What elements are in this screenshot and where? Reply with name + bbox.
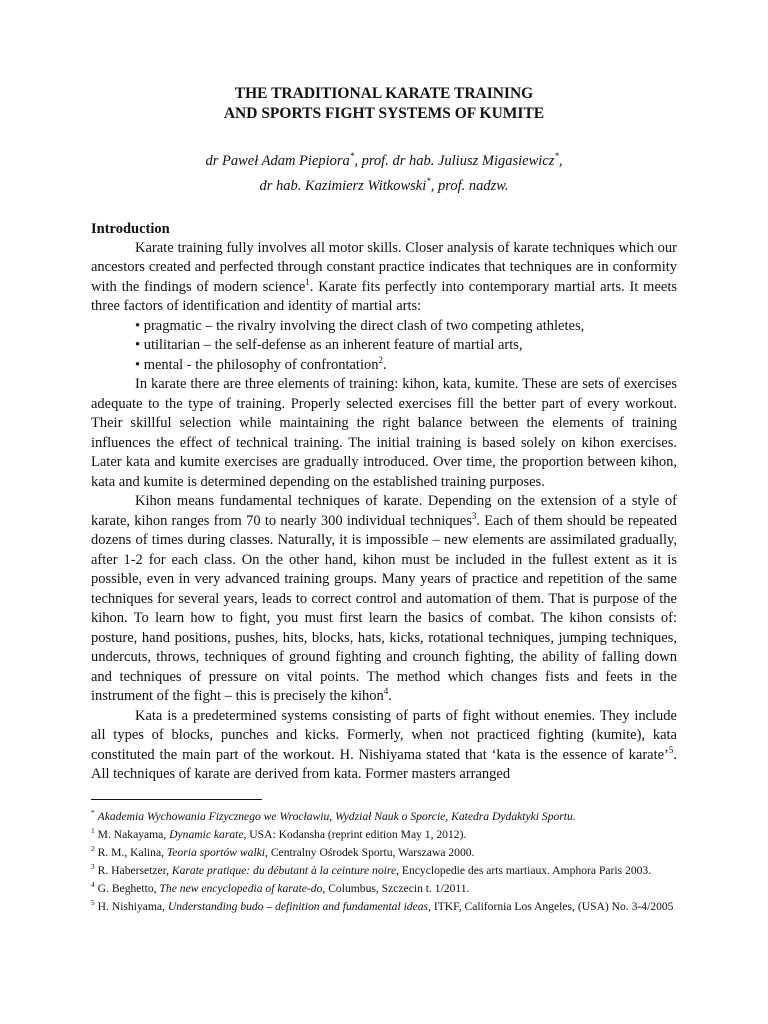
author-1: dr Paweł Adam Piepiora <box>205 152 350 169</box>
document-page <box>91 84 677 914</box>
footnote-3: $^3$ R. Habersetzer, Karate pratique: du débutant à la ceinture noire, Encyclopedie des arts martiaux. Amphora Paris 2003. <box>91 861 652 877</box>
title-line-1: THE TRADITIONAL KARATE TRAINING <box>234 85 534 102</box>
list-item: • utilitarian – the self-defense as an inherent feature of martial arts, <box>135 337 523 354</box>
footnote-ref: 1 <box>305 276 310 287</box>
list-item: • mental - the philosophy of confrontation$^2$. <box>135 354 387 373</box>
title-line-2: AND SPORTS FIGHT SYSTEMS OF KUMITE <box>223 105 545 122</box>
footnote-ref: 5 <box>668 744 674 755</box>
footnote-5: $^5$ H. Nishiyama, Understanding budo – definition and fundamental ideas, ITKF, California Los Angeles, (USA) No. 3-4/2005 <box>91 897 674 913</box>
author-list <box>91 146 677 196</box>
paper-title <box>91 84 677 124</box>
paragraph-1: Karate training fully involves all motor skills. Closer analysis of karate techniques which our ancestors created and perfected through constant practice indicates that techniques are in conformity with the findings of modern science$^1$. Karate fits perfectly into contemporary martial arts. It meets three factors of identification and identity of martial arts: <box>91 239 677 315</box>
paragraph-3: Kihon means fundamental techniques of karate. Depending on the extension of a style of karate, kihon ranges from 70 to nearly 300 individual techniques$^3$. Each of them should be repeated dozens of times during classes. Naturally, it is impossible – new elements are assimilated gradually, after 1-2 for each class. On the other hand, kihon must be included in the fullest extent as it is possible, even in very advanced training groups. Many years of practice and repetition of the same techniques for several years, leads to correct control and automation of them. That is purpose of the kihon. To learn how to fight, you must first learn the basics of combat. The kihon consists of: posture, hand positions, pushes, hits, blocks, hats, kicks, rotational techniques, jumping techniques, undercuts, throws, techniques of ground fighting and crounch fighting, the ability of falling down and techniques of pressure on vital points. The method which changes fists and feets in the instrument of the fight – this is precisely the kihon$^4$. <box>91 493 677 705</box>
list-item: • pragmatic – the rivalry involving the direct clash of two competing athletes, <box>135 317 585 334</box>
footnote-ref: 4 <box>383 686 389 697</box>
author-separator: , <box>558 152 563 169</box>
author-3: dr hab. Kazimierz Witkowski <box>259 177 427 194</box>
footnote-1: $^1$ M. Nakayama, Dynamic karate, USA: Kodansha (reprint edition May 1, 2012). <box>91 825 467 841</box>
footnote-ref: 2 <box>378 354 383 365</box>
author-affiliation-mark: * <box>349 151 355 161</box>
footnotes <box>91 806 677 914</box>
section-heading-introduction: Introduction <box>91 220 170 237</box>
footnote-ref: 3 <box>471 510 477 521</box>
author-affiliation-mark: * <box>426 175 431 186</box>
paragraph-2: In karate there are three elements of training: kihon, kata, kumite. These are sets of exercises adequate to the type of training. Properly selected exercises fill the better part of every workout. Their skillful selection while maintaining the right balance between the elements of training influences the effect of technical training. The initial training is based solely on kihon exercises. Later kata and kumite exercises are gradually introduced. Over time, the proportion between kihon, kata and kumite is determined depending on the established training purposes. <box>91 376 677 490</box>
paragraph-4: Kata is a predetermined systems consisting of parts of fight without enemies. They include all types of blocks, punches and kicks. Formerly, when not practiced fighting (kumite), kata constituted the main part of the workout. H. Nishiyama stated that ‘kata is the essence of karate’$^5$. All techniques of karate are derived from kata. Former masters arranged <box>91 707 677 783</box>
footnote-divider <box>91 799 262 800</box>
author-2: , prof. dr hab. Juliusz Migasiewicz <box>354 152 555 169</box>
author-3-title: , prof. nadzw. <box>430 177 509 194</box>
footnote-4: $^4$ G. Beghetto, The new encyclopedia of karate-do, Columbus, Szczecin t. 1/2011. <box>91 879 470 895</box>
footnote-2: $^2$ R. M., Kalina, Teoria sportów walki, Centralny Ośrodek Sportu, Warszawa 2000. <box>91 843 475 859</box>
author-affiliation-mark: * <box>554 151 559 161</box>
footnote-affiliation: * Akademia Wychowania Fizycznego we Wrocławiu, Wydział Nauk o Sporcie, Katedra Dydaktyki Sportu. <box>91 807 576 823</box>
factors-list <box>91 317 677 376</box>
